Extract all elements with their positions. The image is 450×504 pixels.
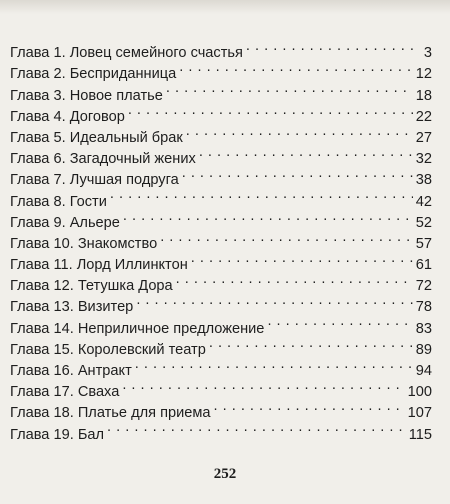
- toc-leader-dots: [122, 375, 404, 396]
- toc-entry-title: Глава 10. Знакомство: [10, 235, 158, 252]
- toc-leader-dots: [186, 121, 413, 142]
- toc-entry-title: Глава 9. Альере: [10, 214, 120, 231]
- toc-entry-page: 100: [407, 384, 432, 401]
- toc-entry-page: 18: [415, 87, 432, 104]
- toc-leader-dots: [160, 227, 413, 248]
- toc-entry-title: Глава 8. Гости: [10, 193, 107, 210]
- toc-entry-title: Глава 18. Платье для приема: [10, 405, 211, 422]
- toc-entry-title: Глава 11. Лорд Иллинктон: [10, 257, 188, 274]
- toc-entry-page: 3: [423, 45, 432, 62]
- toc-leader-dots: [246, 36, 417, 57]
- toc-entry-page: 78: [415, 299, 432, 316]
- toc-leader-dots: [128, 100, 413, 121]
- toc-entry-title: Глава 5. Идеальный брак: [10, 129, 183, 146]
- toc-leader-dots: [110, 184, 413, 205]
- page-number: 252: [213, 466, 237, 482]
- page-top-shadow: [0, 0, 450, 14]
- toc-entry-page: 12: [415, 66, 432, 83]
- toc-entry-title: Глава 1. Ловец семейного счастья: [10, 45, 243, 62]
- toc-entry-page: 115: [408, 426, 432, 443]
- toc-entry-page: 89: [415, 341, 432, 358]
- toc-leader-dots: [176, 269, 413, 290]
- toc-leader-dots: [209, 333, 413, 354]
- toc-entry-page: 94: [415, 363, 432, 379]
- toc-leader-dots: [136, 290, 412, 311]
- toc-entry-page: 72: [415, 278, 432, 295]
- toc-entry-title: Глава 14. Неприличное предложение: [10, 320, 265, 337]
- toc-leader-dots: [135, 354, 413, 375]
- toc-leader-dots: [214, 396, 405, 417]
- toc-entry-title: Глава 7. Лучшая подруга: [10, 172, 179, 189]
- toc-entry-title: Глава 2. Бесприданница: [10, 66, 177, 83]
- toc-entry-title: Глава 4. Договор: [10, 108, 125, 125]
- toc-entry-page: 32: [415, 151, 432, 168]
- toc-entry-title: Глава 6. Загадочный жених: [10, 151, 196, 168]
- toc-leader-dots: [123, 206, 413, 227]
- toc-entry-title: Глава 13. Визитер: [10, 299, 134, 316]
- toc-leader-dots: [199, 142, 413, 163]
- toc-entry-page: 22: [415, 108, 432, 125]
- toc-leader-dots: [182, 163, 413, 184]
- toc-entry-page: 83: [415, 320, 432, 337]
- toc-entry-title: Глава 16. Антракт: [10, 363, 132, 379]
- toc-entry-page: 27: [415, 129, 432, 146]
- toc-entry-title: Глава 15. Королевский театр: [10, 341, 206, 358]
- toc-leader-dots: [107, 417, 406, 438]
- toc-entry-page: 107: [407, 405, 432, 422]
- toc-entry-title: Глава 3. Новое платье: [10, 87, 163, 104]
- toc-entry-page: 38: [415, 172, 432, 189]
- toc-leader-dots: [267, 311, 412, 332]
- toc-entry-page: 57: [415, 235, 432, 252]
- toc-entry: [10, 36, 432, 62]
- table-of-contents: [10, 36, 432, 443]
- toc-leader-dots: [191, 248, 413, 269]
- toc-entry-title: Глава 19. Бал: [10, 426, 105, 443]
- toc-leader-dots: [179, 57, 413, 78]
- toc-entry-page: 42: [415, 193, 432, 210]
- toc-entry-title: Глава 17. Сваха: [10, 384, 120, 401]
- toc-entry-page: 61: [415, 257, 432, 274]
- toc-entry-page: 52: [415, 214, 432, 231]
- toc-leader-dots: [166, 78, 413, 99]
- toc-entry-title: Глава 12. Тетушка Дора: [10, 278, 173, 295]
